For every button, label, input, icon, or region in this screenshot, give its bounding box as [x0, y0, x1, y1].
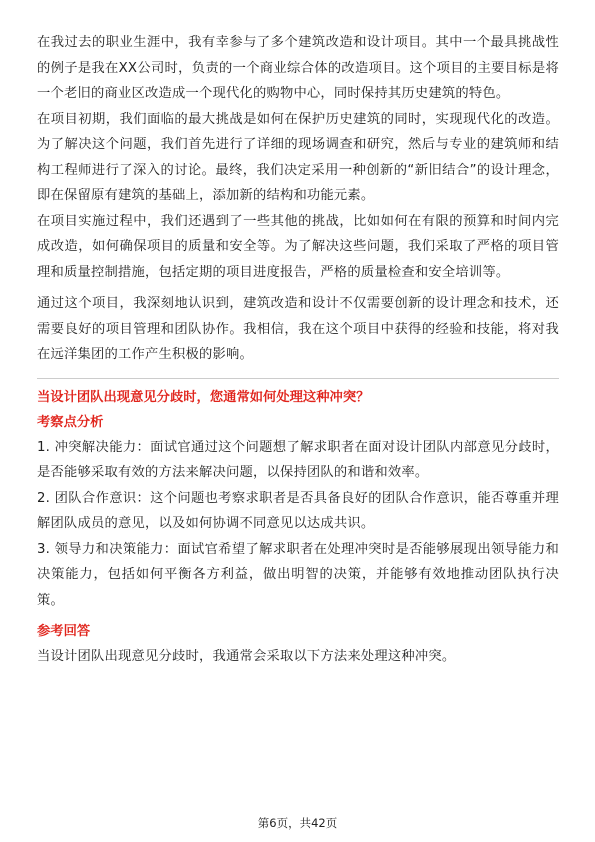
paragraph-intro: 在我过去的职业生涯中，我有幸参与了多个建筑改造和设计项目。其中一个最具挑战性的例子是我在XX公司时，负责的一个商业综合体的改造项目。这个项目的主要目标是将一个老旧的商业区改造成一个现代化的购物中心，同时保持其历史建筑的特色。 — [37, 35, 559, 101]
document-body — [37, 30, 559, 670]
answer-title: 参考回答 — [37, 624, 91, 639]
answer-text: 当设计团队出现意见分歧时，我通常会采取以下方法来处理这种冲突。 — [37, 649, 456, 664]
paragraph-early-challenge: 在项目初期，我们面临的最大挑战是如何在保护历史建筑的同时，实现现代化的改造。为了解决这个问题，我们首先进行了详细的现场调查和研究，然后与专业的建筑师和结构工程师进行了深入的讨论。最终，我们决定采用一种创新的“新旧结合”的设计理念，即在保留原有建筑的基础上，添加新的结构和功能元素。 — [37, 111, 559, 203]
analysis-point: 2. 团队合作意识：这个问题也考察求职者是否具备良好的团队合作意识，能否尊重并理解团队成员的意见，以及如何协调不同意见以达成共识。 — [37, 490, 559, 531]
question-heading: 当设计团队出现意见分歧时，您通常如何处理这种冲突？ — [37, 389, 370, 405]
analysis-point: 3. 领导力和决策能力：面试官希望了解求职者在处理冲突时是否能够展现出领导能力和决策能力，包括如何平衡各方利益，做出明智的决策，并能够有效地推动团队执行决策。 — [37, 541, 559, 608]
paragraph-implementation: 在项目实施过程中，我们还遇到了一些其他的挑战，比如如何在有限的预算和时间内完成改造，如何确保项目的质量和安全等。为了解决这些问题，我们采取了严格的项目管理和质量控制措施，包括定期的项目进度报告，严格的质量检查和安全培训等。 — [37, 213, 559, 280]
paragraph-conclusion: 通过这个项目，我深刻地认识到，建筑改造和设计不仅需要创新的设计理念和技术，还需要良好的项目管理和团队协作。我相信，我在这个项目中获得的经验和技能，将对我在远洋集团的工作产生积极的影响。 — [37, 296, 559, 362]
page-number: 第6页，共42页 — [257, 816, 338, 830]
section-divider — [37, 378, 559, 379]
analysis-title: 考察点分析 — [37, 414, 104, 430]
analysis-point: 1. 冲突解决能力：面试官通过这个问题想了解求职者在面对设计团队内部意见分歧时，是否能够采取有效的方法来解决问题，以保持团队的和谐和效率。 — [37, 439, 559, 480]
